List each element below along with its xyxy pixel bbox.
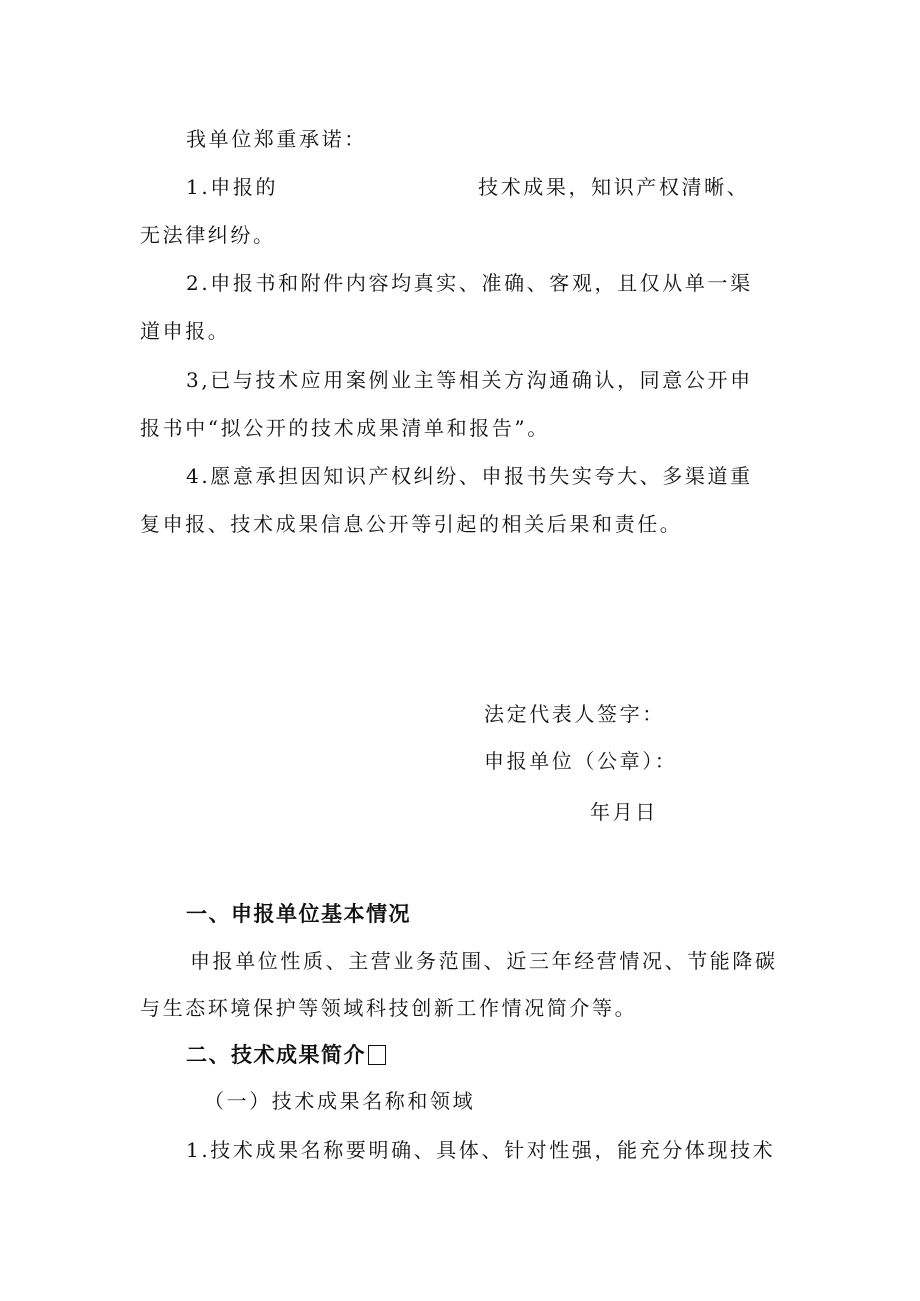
section-1-line-1: 申报单位性质、主营业务范围、近三年经营情况、节能降碳 xyxy=(190,949,778,973)
section-2-subheading-1: （一）技术成果名称和领域 xyxy=(204,1089,476,1113)
commitment-item-1-line-1 xyxy=(186,172,749,202)
unit-seal-label: 申报单位（公章）： xyxy=(484,749,678,773)
commitment-item-3-line-1: 3,已与技术应用案例业主等相关方沟通确认，同意公开申 xyxy=(186,368,753,392)
commitment-item-2-line-1: 2.申报书和附件内容均真实、准确、客观，且仅从单一渠 xyxy=(186,271,753,295)
commitment-item-4-line-2: 复申报、技术成果信息公开等引起的相关后果和责任。 xyxy=(140,512,683,536)
date-label: 年月日 xyxy=(590,800,658,824)
commitment-intro: 我单位郑重承诺： xyxy=(186,127,367,151)
section-2-heading-text: 二、技术成果简介 xyxy=(186,1043,366,1067)
missing-glyph-box-icon xyxy=(368,1045,386,1065)
section-2-heading xyxy=(186,1039,386,1071)
section-2-item-1-line-1: 1.技术成果名称要明确、具体、针对性强，能充分体现技术 xyxy=(186,1138,776,1162)
section-1-line-2: 与生态环境保护等领域科技创新工作情况简介等。 xyxy=(140,996,638,1020)
legal-representative-signature-label: 法定代表人签字： xyxy=(484,702,665,726)
section-1-heading: 一、申报单位基本情况 xyxy=(186,902,411,926)
commitment-item-1-line-2: 无法律纠纷。 xyxy=(140,223,276,247)
commitment-item-1-prefix: 1.申报的 xyxy=(186,175,279,199)
commitment-item-3-line-2: 报书中“拟公开的技术成果清单和报告”。 xyxy=(140,416,550,440)
commitment-item-4-line-1: 4.愿意承担因知识产权纠纷、申报书失实夸大、多渠道重 xyxy=(186,464,753,488)
commitment-item-1-suffix: 技术成果，知识产权清晰、 xyxy=(478,175,750,199)
commitment-item-2-line-2: 道申报。 xyxy=(140,319,231,343)
